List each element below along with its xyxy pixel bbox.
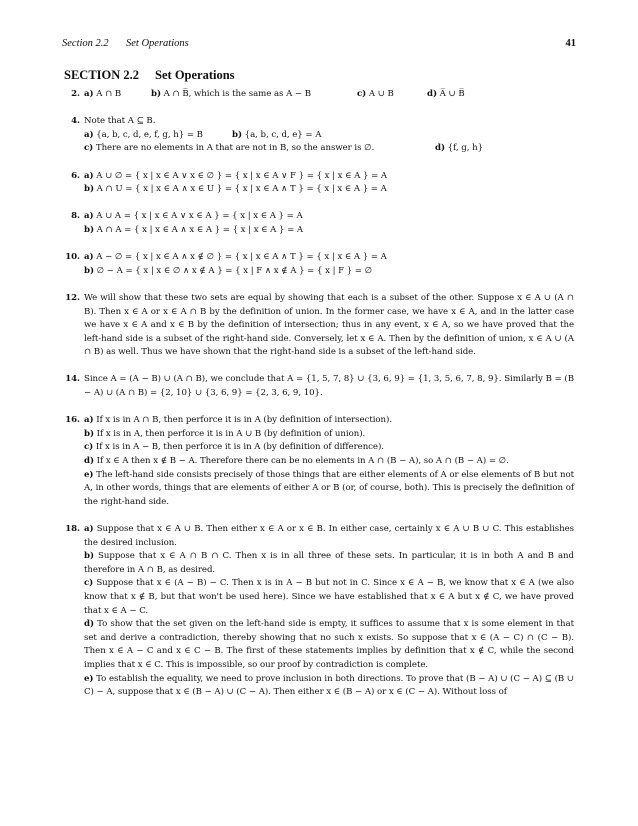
answer-d: d) To show that the set given on the left-hand side is empty, it suffices to assume that x is some element in that set and derive a contradiction, thereby showing that no such x exists. So suppose that x ∈ (A − C) ∩ (C − B). Then x ∈ A − C and x ∈ C − B. The first of these statements implies by definition that x ∉ C, while the second implies that x ∈ C. This is impossible, so our proof by contradiction is complete. [84, 619, 574, 670]
exercise-6 [64, 170, 574, 197]
answer-b: b) A ∩ A = { x | x ∈ A ∧ x ∈ A } = { x | x ∈ A } = A [84, 224, 304, 235]
exercise-number: 16. [65, 415, 80, 426]
answer-paragraph: We will show that these two sets are equal by showing that each is a subset of the other. Suppose x ∈ A ∪ (A ∩ B). Then x ∈ A or x ∈ A ∩ B by the definition of union. In the former case, we have x ∈ A, and in the latter case we have x ∈ A and x ∈ B by the definition of intersection; thus in any event, x ∈ A, so we have proved that the left-hand side is a subset of the right-hand side. Conversely, let x ∈ A. Then by the definition of union, x ∈ A ∪ (A ∩ B) as well. Thus we have shown that the right-hand side is a subset of the left-hand side. [84, 292, 574, 358]
answer-a: a) A ∩ B [84, 89, 122, 99]
exercise-note: Note that A ⊆ B. [84, 116, 156, 127]
answer-a: a) If x is in A ∩ B, then perforce it is in A (by definition of intersection). [84, 415, 393, 426]
exercise-14 [64, 373, 574, 400]
answer-a: a) A ∪ ∅ = { x | x ∈ A ∨ x ∈ ∅ } = { x | x ∈ A ∨ F } = { x | x ∈ A } = A [84, 170, 388, 181]
answer-a: a) Suppose that x ∈ A ∪ B. Then either x ∈ A or x ∈ B. In either case, certainly x ∈ A ∪ B ∪ C. This establishes the desired inclusion. [84, 524, 574, 548]
exercise-list [64, 88, 574, 713]
exercise-number: 10. [65, 252, 80, 263]
answer-e: e) The left-hand side consists precisely of those things that are either elements of A or else elements of B but not A, in other words, things that are elements of either A or B (or, of course, both). This is precisely the definition of the right-hand side. [84, 469, 574, 507]
answer-a: a) {a, b, c, d, e, f, g, h} = B [84, 129, 203, 140]
answer-c: c) Suppose that x ∈ (A − B) − C. Then x is in A − B but not in C. Since x ∈ A − B, we know that x ∈ A (we also know that x ∉ B, but that won't be used here). Since we have established that x ∈ A but x ∉ C, we have proved that x ∈ A − C. [84, 578, 574, 616]
answer-row [84, 142, 574, 156]
answer-row [84, 129, 574, 143]
exercise-number: 8. [71, 211, 80, 222]
exercise-number: 14. [65, 374, 80, 385]
answer-paragraph: Since A = (A − B) ∪ (A ∩ B), we conclude that A = {1, 5, 7, 8} ∪ {3, 6, 9} = {1, 3, 5, 6, 7, 8, 9}. Similarly B = (B − A) ∪ (A ∩ B) = {2, 10} ∪ {3, 6, 9} = {2, 3, 6, 9, 10}. [84, 374, 574, 399]
answer-c: c) A ∪ B [357, 89, 394, 99]
exercise-16 [64, 414, 574, 509]
answer-a: a) A − ∅ = { x | x ∈ A ∧ x ∉ ∅ } = { x | x ∈ A ∧ T } = { x | x ∈ A } = A [84, 252, 387, 263]
answer-b: b) A ∩ U = { x | x ∈ A ∧ x ∈ U } = { x | x ∈ A ∧ T } = { x | x ∈ A } = A [84, 184, 387, 195]
exercise-number: 18. [65, 524, 80, 534]
answer-b: b) A ∩ B̅, which is the same as A − B [151, 89, 312, 99]
answer-c: c) There are no elements in A that are not in B, so the answer is ∅. [84, 143, 375, 154]
running-head [62, 38, 576, 49]
section-title [64, 68, 235, 83]
exercise-number: 6. [71, 170, 80, 181]
exercise-10 [64, 251, 574, 278]
exercise-number: 4. [71, 116, 80, 127]
answer-row [84, 88, 574, 102]
exercise-18 [64, 523, 574, 700]
exercise-4 [64, 115, 574, 156]
answer-a: a) A ∪ A = { x | x ∈ A ∨ x ∈ A } = { x | x ∈ A } = A [84, 211, 303, 222]
answer-d: d) {f, g, h} [435, 143, 483, 154]
exercise-number: 12. [65, 292, 80, 303]
exercise-number: 2. [71, 89, 80, 99]
answer-b: b) ∅ − A = { x | x ∈ ∅ ∧ x ∉ A } = { x | F ∧ x ∉ A } = { x | F } = ∅ [84, 265, 373, 276]
page-number: 41 [565, 38, 576, 49]
running-head-topic: Set Operations [126, 38, 189, 49]
answer-d: d) If x ∈ A then x ∉ B − A. Therefore there can be no elements in A ∩ (B − A), so A ∩ (B − A) = ∅. [84, 456, 509, 467]
answer-e: e) To establish the equality, we need to prove inclusion in both directions. To prove that (B − A) ∪ (C − A) ⊆ (B ∪ C) − A, suppose that x ∈ (B − A) ∪ (C − A). Then either x ∈ (B − A) or x ∈ (C − A). Without loss of [84, 673, 574, 698]
section-label: SECTION 2.2 [64, 68, 140, 82]
answer-c: c) If x is in A − B, then perforce it is in A (by definition of difference). [84, 442, 384, 453]
answer-d: d) A̅ ∪ B̅ [427, 89, 465, 99]
answer-b: b) Suppose that x ∈ A ∩ B ∩ C. Then x is in all three of these sets. In particular, it is in both A and B and therefore in A ∩ B, as desired. [84, 551, 574, 575]
exercise-2 [64, 88, 574, 102]
exercise-12 [64, 292, 574, 360]
answer-b: b) {a, b, c, d, e} = A [232, 129, 322, 140]
answer-b: b) If x is in A, then perforce it is in A ∪ B (by definition of union). [84, 428, 366, 439]
running-head-section: Section 2.2 [62, 38, 109, 49]
section-name: Set Operations [155, 68, 235, 82]
exercise-8 [64, 210, 574, 237]
